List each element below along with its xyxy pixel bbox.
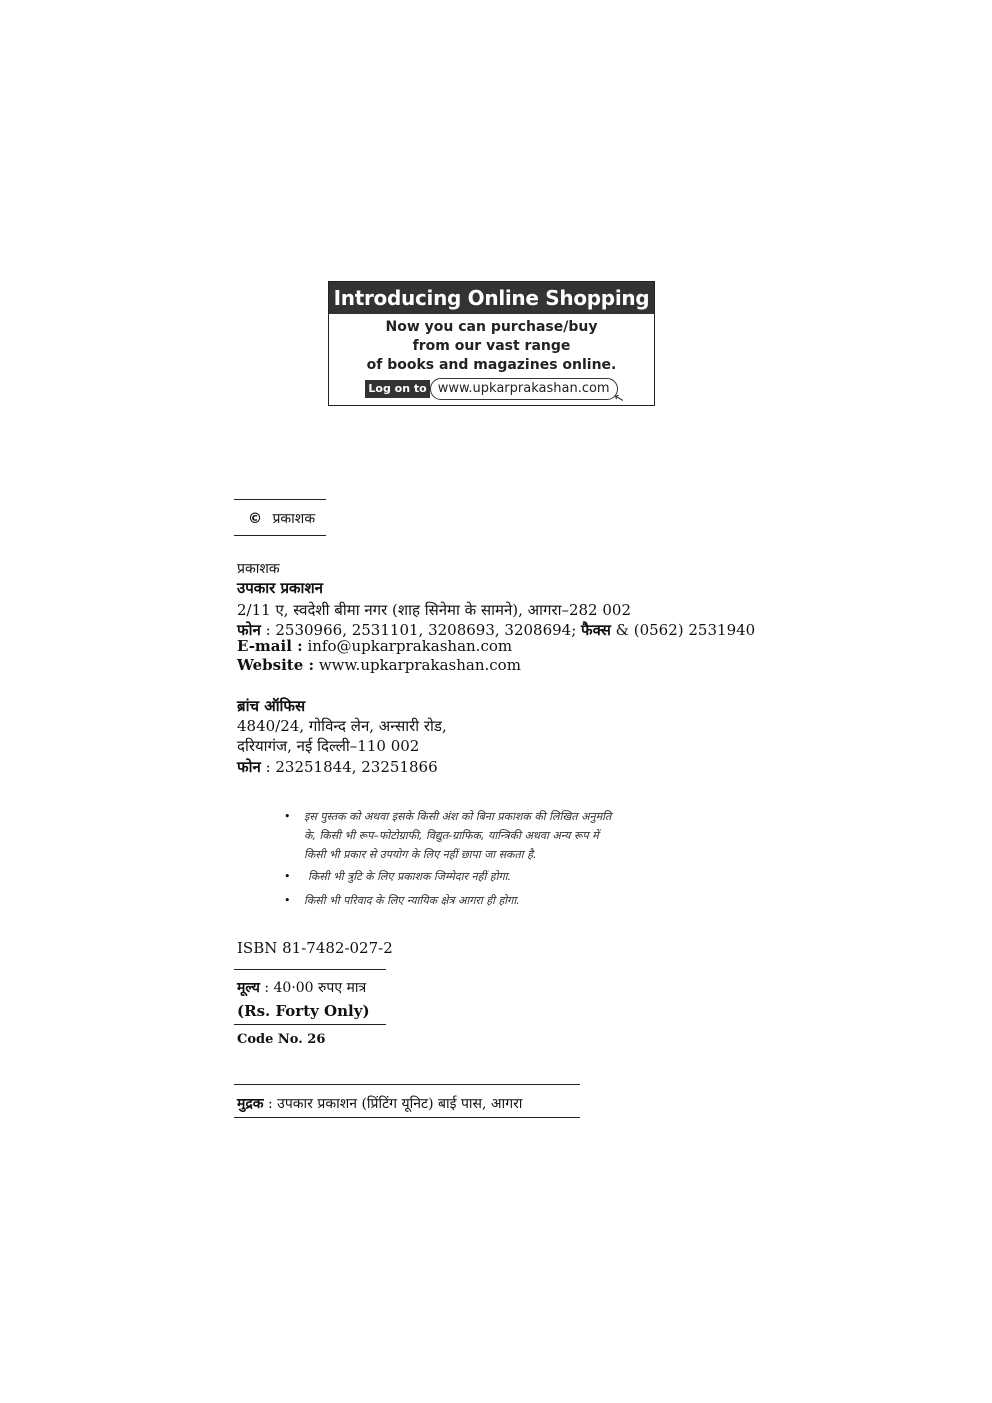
publisher-name: उपकार प्रकाशन xyxy=(237,579,323,597)
branch-phone-numbers: : 23251844, 23251866 xyxy=(265,758,438,776)
branch-address-1: 4840/24, गोविन्द लेन, अन्सारी रोड, xyxy=(237,717,447,735)
notice-1-line-3: किसी भी प्रकार से उपयोग के लिए नहीं छापा जा सकता है. xyxy=(304,848,537,861)
fax-number: & (0562) 2531940 xyxy=(615,621,756,639)
notice-1-line-1: इस पुस्तक को अथवा इसके किसी अंश को बिना प्रकाशक की लिखित अनुमति xyxy=(304,810,612,823)
publisher-email-line xyxy=(237,637,512,655)
fax-label: फैक्स xyxy=(581,621,611,639)
notice-bullet-1: • xyxy=(284,810,291,823)
price-rule-top xyxy=(234,969,386,970)
publisher-address: 2/11 ए, स्वदेशी बीमा नगर (शाह सिनेमा के सामने), आगरा–282 002 xyxy=(237,601,631,619)
email-label: E-mail : xyxy=(237,637,303,655)
website-link[interactable] xyxy=(430,378,626,407)
branch-address-2: दरियागंज, नई दिल्ली–110 002 xyxy=(237,737,420,755)
copyright-line xyxy=(248,509,315,528)
printer-value: : उपकार प्रकाशन (प्रिंटिंग यूनिट) बाई पास, आगरा xyxy=(268,1096,523,1112)
website-address[interactable]: www.upkarprakashan.com xyxy=(318,656,521,674)
notice-1-line-2: के, किसी भी रूप–फोटोग्राफी, विद्युत-ग्राफिक, यान्त्रिकी अथवा अन्य रूप में xyxy=(304,829,599,842)
branch-label: ब्रांच ऑफिस xyxy=(237,697,306,715)
code-number: Code No. 26 xyxy=(237,1032,326,1047)
copyright-symbol: © xyxy=(248,511,262,527)
banner-line-1: Now you can purchase/buy xyxy=(385,319,598,335)
phone-numbers: : 2530966, 2531101, 3208693, 3208694; xyxy=(265,621,577,639)
copyright-holder: प्रकाशक xyxy=(272,511,316,527)
price-value: : 40·00 रुपए मात्र xyxy=(264,980,367,996)
online-shopping-banner xyxy=(328,281,655,406)
email-address[interactable]: info@upkarprakashan.com xyxy=(307,637,513,655)
banner-line-3: of books and magazines online. xyxy=(366,357,617,373)
copyright-rule-top xyxy=(234,499,326,500)
website-link-text: www.upkarprakashan.com xyxy=(437,381,610,396)
phone-label: फोन xyxy=(237,621,261,639)
website-label: Website : xyxy=(237,656,315,674)
notice-bullet-2: • xyxy=(284,870,291,883)
notice-bullet-3: • xyxy=(284,894,291,907)
price-label: मूल्य xyxy=(237,980,260,996)
pointer-arrow-icon: ↖ xyxy=(611,389,626,407)
price-line xyxy=(237,978,366,997)
copyright-rule-bottom xyxy=(234,535,326,536)
publisher-label: प्रकाशक xyxy=(237,561,280,577)
printer-line xyxy=(237,1094,522,1113)
logon-label: Log on to xyxy=(365,380,429,398)
banner-line-2: from our vast range xyxy=(412,338,571,354)
logon-row xyxy=(365,378,626,407)
banner-body xyxy=(329,314,654,407)
printer-rule-top xyxy=(234,1084,580,1085)
printer-label: मुद्रक xyxy=(237,1096,264,1112)
branch-phone-label: फोन xyxy=(237,758,261,776)
notice-3: किसी भी परिवाद के लिए न्यायिक क्षेत्र आगरा ही होगा. xyxy=(304,894,520,907)
price-rule-bottom xyxy=(234,1024,386,1025)
branch-phone-line xyxy=(237,757,438,777)
banner-title: Introducing Online Shopping xyxy=(329,282,654,314)
publisher-website-line xyxy=(237,656,521,674)
notice-2: किसी भी त्रुटि के लिए प्रकाशक जिम्मेदार नहीं होगा. xyxy=(308,870,512,883)
isbn: ISBN 81-7482-027-2 xyxy=(237,939,393,957)
printer-rule-bottom xyxy=(234,1117,580,1118)
price-in-words: (Rs. Forty Only) xyxy=(237,1002,370,1020)
